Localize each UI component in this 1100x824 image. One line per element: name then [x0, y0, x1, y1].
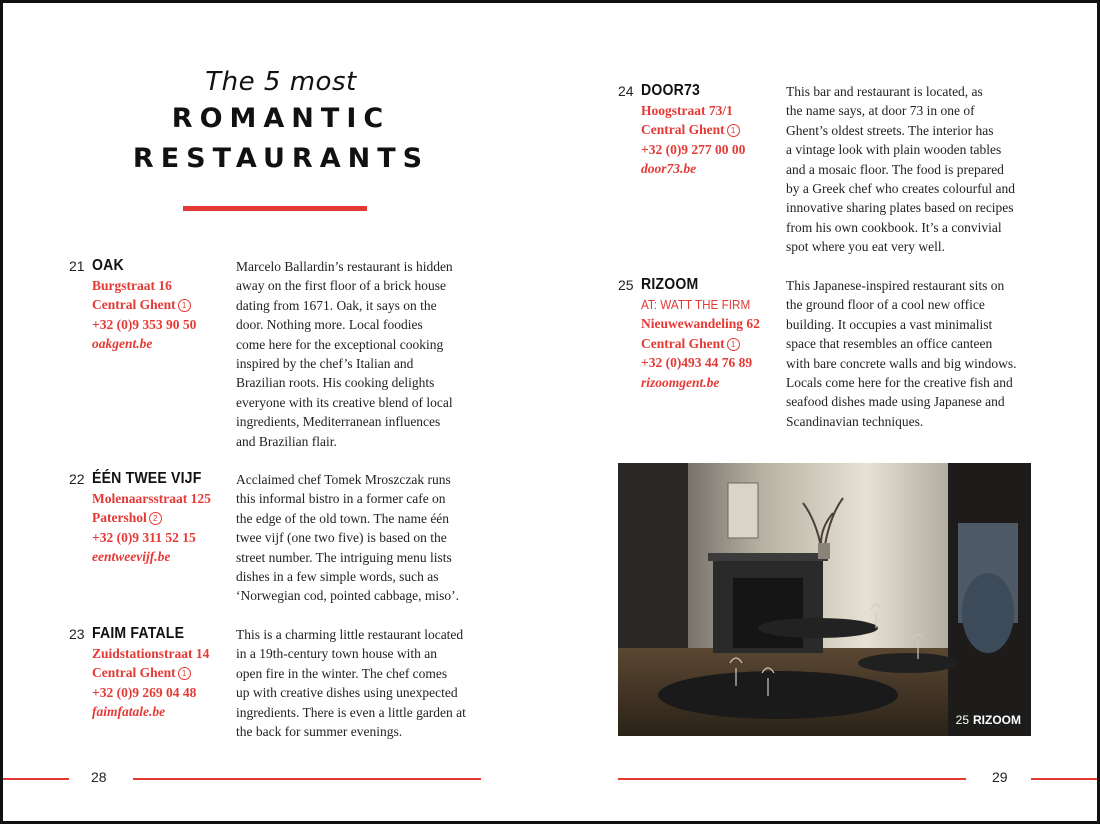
entry-description: [786, 82, 1036, 257]
desc-line: and Brazilian flair.: [236, 433, 337, 449]
entry-phone[interactable]: +32 (0)9 269 04 48: [92, 684, 197, 700]
desc-line: spot where you eat very well.: [786, 239, 945, 255]
desc-line: come here for the exceptional cooking: [236, 336, 444, 352]
desc-line: everyone with its creative blend of local: [236, 394, 453, 410]
desc-line: open fire in the winter. The chef comes: [236, 665, 448, 681]
entry-street: Nieuwewandeling 62: [641, 316, 760, 332]
area-number-badge: 2: [149, 512, 162, 525]
entry-website[interactable]: rizoomgent.be: [641, 374, 720, 390]
entry-number: 25: [618, 277, 634, 293]
title-intro: The 5 most: [205, 67, 357, 97]
desc-line: twee vijf (one two five) is based on the: [236, 530, 447, 546]
entry-website[interactable]: faimfatale.be: [92, 704, 166, 720]
entry-phone[interactable]: +32 (0)9 311 52 15: [92, 529, 196, 545]
page-number-left: 28: [91, 769, 107, 785]
desc-line: seafood dishes made using Japanese and: [786, 394, 1005, 410]
desc-line: innovative sharing plates based on recipes: [786, 200, 1014, 216]
area-number-badge: 1: [178, 667, 191, 680]
entry-address: [92, 489, 242, 567]
entry-description: [236, 257, 486, 451]
page-number-right: 29: [992, 769, 1008, 785]
desc-line: building. It occupies a vast minimalist: [786, 316, 993, 332]
entry-area: Central Ghent: [641, 335, 725, 351]
entry-number: 24: [618, 83, 634, 99]
desc-line: the edge of the old town. The name één: [236, 510, 450, 526]
desc-line: This bar and restaurant is located, as: [786, 84, 983, 99]
entry-number: 22: [69, 471, 85, 487]
desc-line: dishes in a few simple words, such as: [236, 569, 439, 585]
photo-caption: [956, 713, 1021, 727]
entry-address: [641, 101, 791, 179]
footer-rule-left: [133, 778, 481, 780]
entry-address: [641, 295, 791, 392]
entry-website[interactable]: door73.be: [641, 161, 697, 177]
footer-rule-left-outer: [3, 778, 69, 780]
entry-phone[interactable]: +32 (0)9 353 90 50: [92, 316, 197, 332]
desc-line: Brazilian roots. His cooking delights: [236, 375, 435, 391]
desc-line: dating from 1671. Oak, it says on the: [236, 297, 437, 313]
entry-number: 21: [69, 258, 85, 274]
entry-name: ÉÉN TWEE VIJF: [92, 470, 202, 487]
entry-name: FAIM FATALE: [92, 625, 185, 642]
entry-area: Central Ghent: [641, 122, 725, 138]
title-line-1: ROMANTIC: [171, 103, 391, 134]
entry-street: Burgstraat 16: [92, 278, 172, 293]
desc-line: This is a charming little restaurant located: [236, 627, 464, 642]
entry-description: [786, 276, 1036, 431]
desc-line: ingredients, Mediterranean influences: [236, 414, 441, 430]
desc-line: Acclaimed chef Tomek Mroszczak runs: [236, 472, 451, 487]
desc-line: street number. The intriguing menu lists: [236, 549, 452, 565]
desc-line: door. Nothing more. Local foodies: [236, 317, 423, 333]
entry-website[interactable]: oakgent.be: [92, 336, 153, 352]
entry-name: OAK: [92, 257, 124, 274]
entry-description: [236, 625, 496, 741]
entry-street: Molenaarsstraat 125: [92, 491, 211, 506]
desc-line: a vintage look with plain wooden tables: [786, 142, 1002, 158]
entry-street: Hoogstraat 73/1: [641, 103, 733, 118]
desc-line: the name says, at door 73 in one of: [786, 103, 975, 119]
entry-area: Central Ghent: [92, 665, 176, 681]
entry-description: [236, 470, 486, 606]
footer-rule-right: [618, 778, 966, 780]
desc-line: and a mosaic floor. The food is prepared: [786, 161, 1004, 177]
desc-line: This Japanese-inspired restaurant sits on: [786, 278, 1005, 293]
entry-name: DOOR73: [641, 82, 700, 99]
entry-area: Central Ghent: [92, 297, 176, 313]
entry-number: 23: [69, 626, 85, 642]
area-number-badge: 1: [727, 338, 740, 351]
title-line-2: RESTAURANTS: [132, 143, 430, 174]
caption-number: 25: [955, 713, 969, 727]
restaurant-interior-illustration: [618, 463, 1031, 736]
entry-phone[interactable]: +32 (0)9 277 00 00: [641, 141, 746, 157]
desc-line: ingredients. There is even a little garden at: [236, 704, 466, 720]
section-title: [121, 65, 441, 179]
desc-line: Scandinavian techniques.: [786, 413, 924, 429]
entry-website[interactable]: eentweevijf.be: [92, 549, 171, 565]
desc-line: in a 19th-century town house with an: [236, 646, 437, 662]
area-number-badge: 1: [178, 299, 191, 312]
entry-phone[interactable]: +32 (0)493 44 76 89: [641, 355, 753, 371]
desc-line: inspired by the chef’s Italian and: [236, 356, 414, 372]
desc-line: space that resembles an office canteen: [786, 336, 993, 352]
entry-address: [92, 644, 242, 722]
desc-line: Marcelo Ballardin’s restaurant is hidden: [236, 259, 453, 274]
desc-line: with bare concrete walls and big windows.: [786, 355, 1017, 371]
entry-street: Zuidstationstraat 14: [92, 646, 210, 661]
entry-address: [92, 276, 242, 354]
desc-line: up with creative dishes using unexpected: [236, 685, 458, 701]
desc-line: the back for summer evenings.: [236, 724, 403, 740]
desc-line: Ghent’s oldest streets. The interior has: [786, 122, 994, 138]
desc-line: by a Greek chef who creates colourful and: [786, 181, 1016, 197]
title-underline: [183, 206, 367, 211]
desc-line: from his own cookbook. It’s a convivial: [786, 219, 1002, 235]
footer-rule-right-outer: [1031, 778, 1097, 780]
entry-area: Patershol: [92, 510, 147, 526]
desc-line: ‘Norwegian cod, pointed cabbage, miso’.: [236, 588, 460, 604]
area-number-badge: 1: [727, 124, 740, 137]
desc-line: Locals come here for the creative fish and: [786, 375, 1013, 391]
desc-line: away on the first floor of a brick house: [236, 278, 446, 294]
desc-line: the ground floor of a cool new office: [786, 297, 985, 313]
restaurant-photo: [618, 463, 1031, 736]
desc-line: this informal bistro in a former cafe on: [236, 491, 446, 507]
caption-name: RIZOOM: [973, 713, 1021, 727]
entry-subtitle: AT: WATT THE FIRM: [641, 297, 751, 312]
entry-name: RIZOOM: [641, 276, 699, 293]
